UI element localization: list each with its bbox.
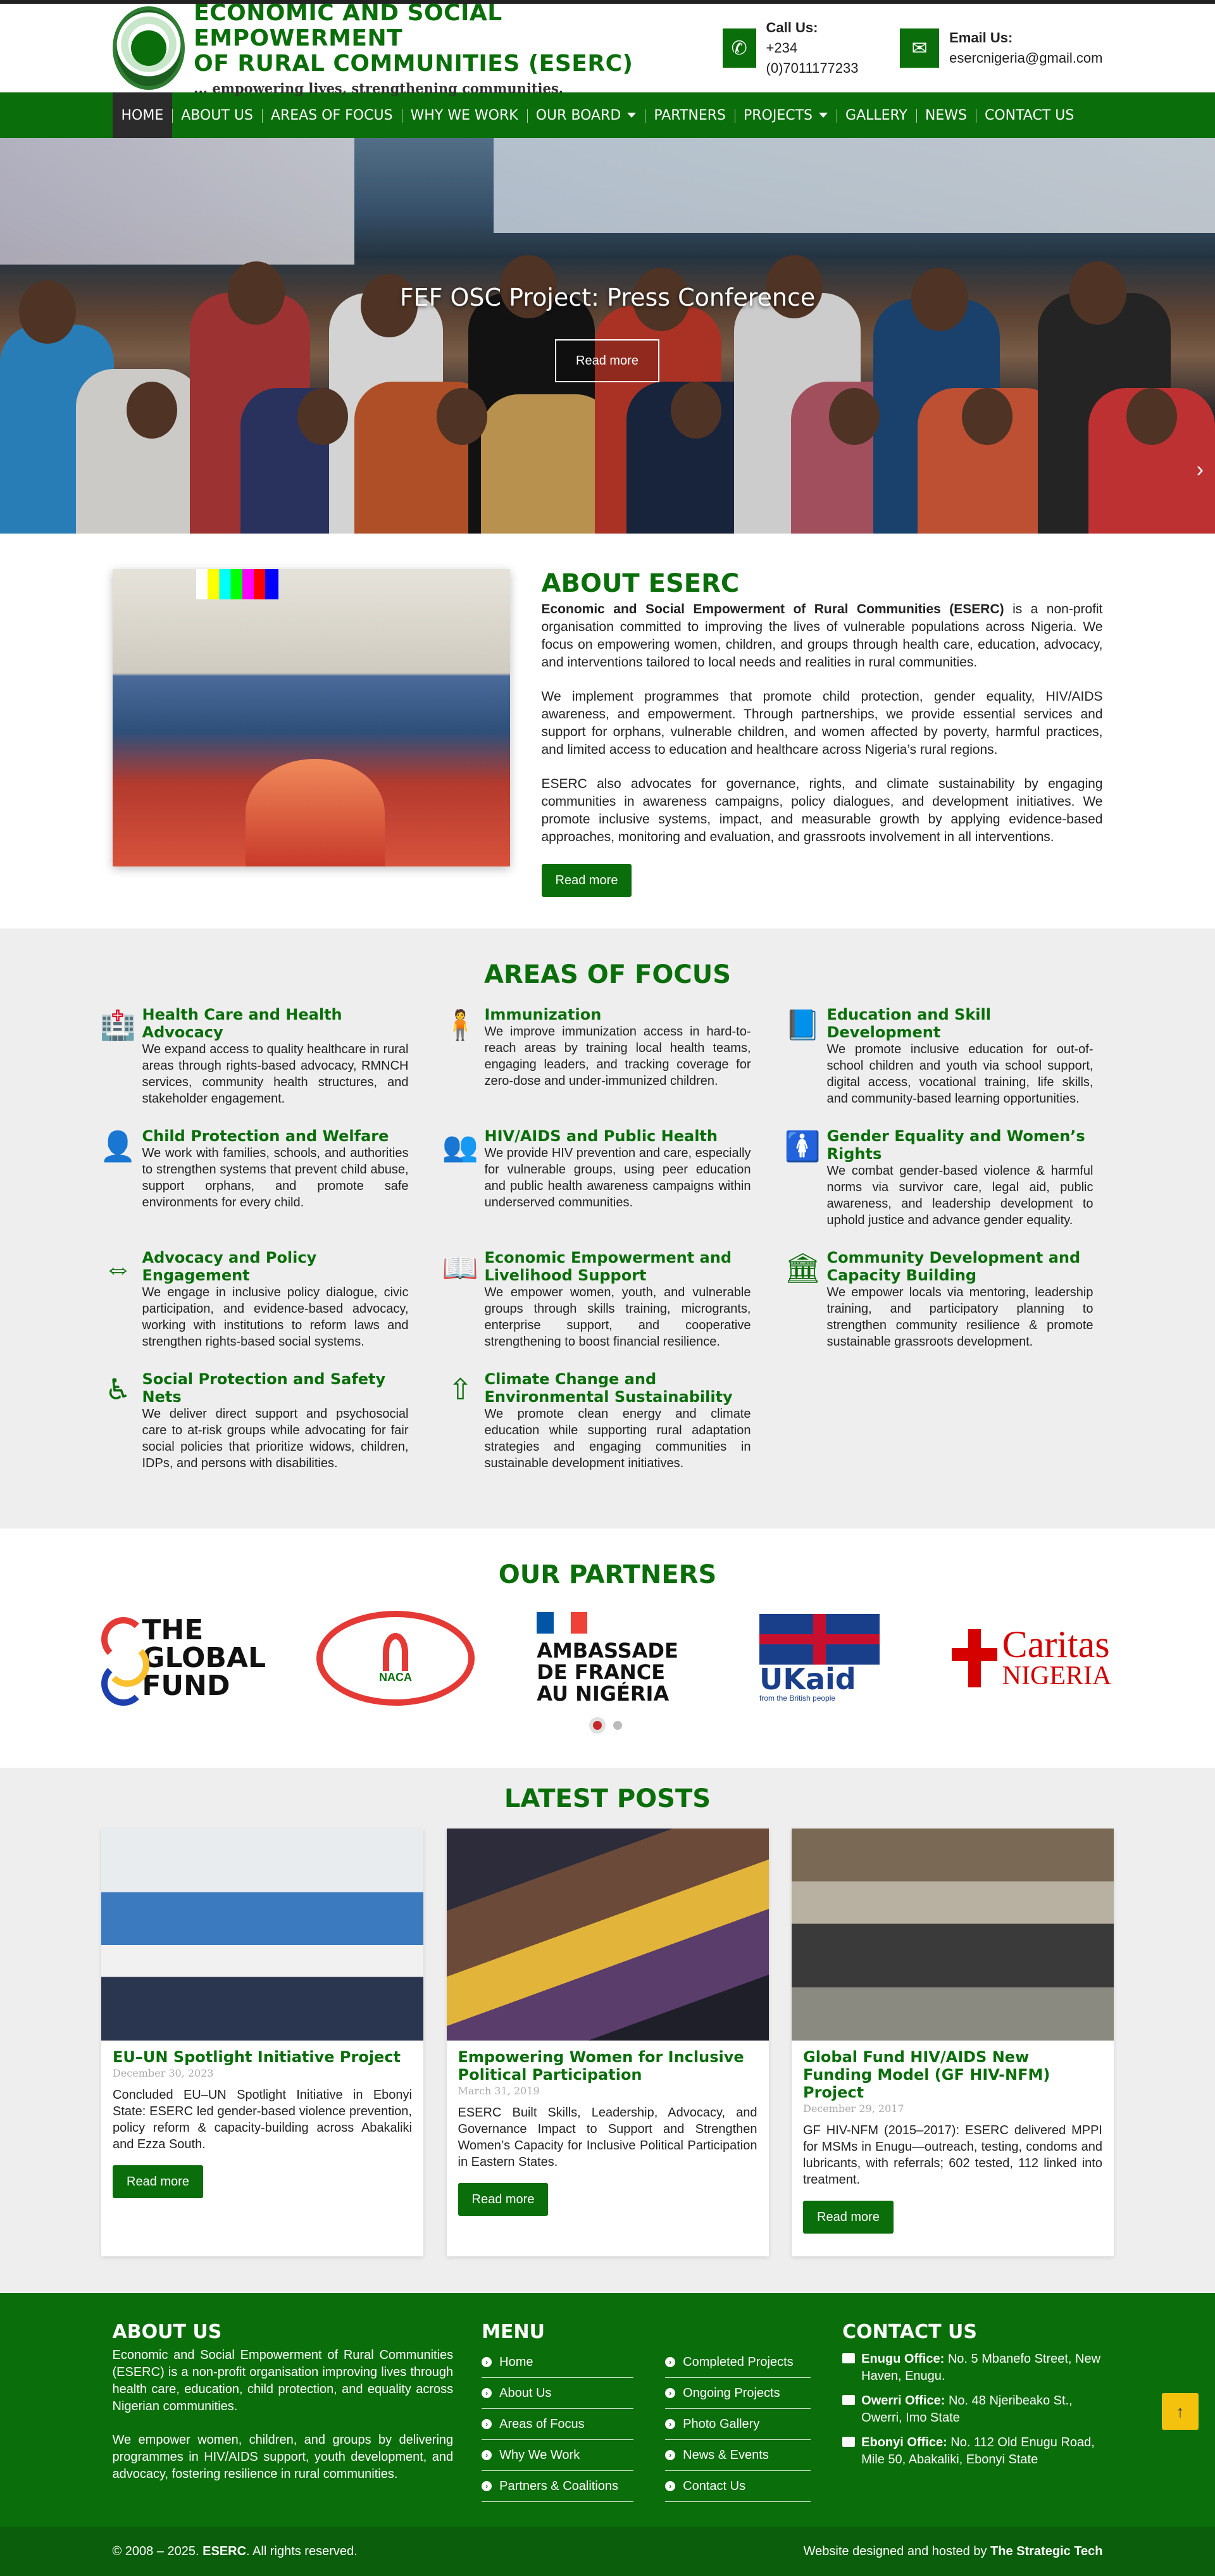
footer-menu-label: Home bbox=[499, 2355, 533, 2370]
area-item bbox=[437, 1127, 779, 1229]
nav-areas-of-focus[interactable]: AREAS OF FOCUS bbox=[262, 92, 402, 138]
email-box bbox=[900, 28, 1102, 68]
color-bars bbox=[196, 569, 278, 599]
area-title: Child Protection and Welfare bbox=[142, 1127, 409, 1145]
chevron-circle-right-icon: › bbox=[665, 2357, 675, 2367]
area-item bbox=[94, 1249, 437, 1350]
email-label: Email Us: bbox=[949, 28, 1102, 48]
post-title[interactable]: Empowering Women for Inclusive Political Participation bbox=[458, 2048, 757, 2084]
post-date: December 29, 2017 bbox=[803, 2103, 1102, 2115]
ukaid-sub: from the British people bbox=[759, 1694, 880, 1703]
caritas-sub: NIGERIA bbox=[1002, 1662, 1112, 1690]
nav-news[interactable]: NEWS bbox=[916, 92, 976, 138]
footer-menu bbox=[482, 2347, 811, 2502]
area-item bbox=[94, 1370, 437, 1472]
people-arrows-icon: ⇔ bbox=[94, 1249, 142, 1289]
area-title: HIV/AIDS and Public Health bbox=[485, 1127, 751, 1145]
about-paragraph-3: ESERC also advocates for governance, rights, and climate sustainability by engaging communities in awareness campaigns, policy dialogues, and development initiatives. We promote inclusive systems, impact, and measurable growth by applying evidence-based approaches, monitoring and evaluation, and grassroots involvement in all interventions. bbox=[542, 775, 1103, 846]
call-value[interactable]: +234 (0)7011177233 bbox=[766, 40, 859, 76]
office-text: No. 112 Old Enugu Road, Mile 50, Abakaliki, Ebonyi State bbox=[861, 2435, 1095, 2467]
area-item bbox=[437, 1006, 779, 1107]
area-text: We empower locals via mentoring, leadership training, and participatory planning to strengthen community resilience & promote sustainable grassroots development. bbox=[827, 1284, 1094, 1350]
copyright bbox=[113, 2544, 358, 2559]
office-text: No. 48 Njeribeako St., Owerri, Imo State bbox=[861, 2394, 1072, 2425]
footer-menu-link[interactable] bbox=[482, 2409, 633, 2440]
sort-amount-up-icon: ⇧ bbox=[437, 1370, 485, 1411]
partners-title: OUR PARTNERS bbox=[0, 1560, 1215, 1589]
naca-logo bbox=[316, 1611, 475, 1706]
post-read-more-button[interactable]: Read more bbox=[458, 2183, 549, 2216]
address-card-icon bbox=[842, 2437, 856, 2468]
copyright-pre: © 2008 – 2025. bbox=[113, 2544, 199, 2558]
footer-menu-label: News & Events bbox=[683, 2448, 769, 2463]
landmark-icon: 🏛 bbox=[779, 1249, 827, 1289]
caret-down-icon bbox=[627, 113, 636, 118]
address-card-icon bbox=[842, 2353, 856, 2385]
copyright-post: . All rights reserved. bbox=[246, 2544, 358, 2558]
footer-menu-label: Completed Projects bbox=[683, 2355, 794, 2370]
post-read-more-button[interactable]: Read more bbox=[803, 2201, 894, 2234]
footer-menu-label: Photo Gallery bbox=[683, 2417, 759, 2432]
area-item bbox=[779, 1127, 1121, 1229]
hero-read-more-button[interactable]: Read more bbox=[555, 339, 659, 382]
chevron-circle-right-icon: › bbox=[482, 2419, 492, 2429]
site-tagline: ... empowering lives, strengthening communities. bbox=[194, 80, 644, 96]
partner-caritas[interactable] bbox=[949, 1608, 1114, 1709]
area-title: Health Care and Health Advocacy bbox=[142, 1006, 409, 1041]
hospital-icon: 🏥 bbox=[94, 1006, 142, 1046]
global-fund-logo-icon bbox=[101, 1611, 138, 1706]
site-header bbox=[0, 4, 1215, 92]
area-text: We provide HIV prevention and care, especially for vulnerable groups, using peer education and public health awareness campaigns within underserved communities. bbox=[485, 1145, 751, 1211]
chevron-circle-right-icon: › bbox=[482, 2481, 492, 2491]
footer-menu-label: Partners & Coalitions bbox=[499, 2479, 618, 2494]
area-text: We work with families, schools, and authorities to strengthen systems that prevent child abuse, support orphans, and promote safe environments for every child. bbox=[142, 1145, 409, 1211]
about-title: ABOUT ESERC bbox=[542, 569, 1103, 598]
about-paragraph-1 bbox=[542, 601, 1103, 672]
site-title-line1: ECONOMIC AND SOCIAL EMPOWERMENT bbox=[194, 1, 644, 51]
footer-menu-label: Contact Us bbox=[683, 2479, 745, 2494]
about-paragraph-2: We implement programmes that promote child protection, gender equality, HIV/AIDS awareness, and empowerment. Through partnerships, we provide essential services and support for orphans, vulnerable children, and women affected by poverty, harmful practices, and limited access to education and healthcare across Nigeria’s rural regions. bbox=[542, 688, 1103, 759]
partner-global-fund[interactable] bbox=[101, 1608, 266, 1709]
users-icon: 👥 bbox=[437, 1127, 485, 1168]
partners-section bbox=[0, 1529, 1215, 1768]
area-text: We empower women, youth, and vulnerable groups through skills training, microgrants, enterprise support, and cooperative strengthening to boost financial resilience. bbox=[485, 1284, 751, 1350]
chevron-circle-right-icon: › bbox=[665, 2419, 675, 2429]
nav-projects-label: PROJECTS bbox=[744, 108, 813, 123]
female-icon: 🚺 bbox=[779, 1127, 827, 1168]
office-label: Owerri Office: bbox=[861, 2394, 945, 2408]
areas-section bbox=[0, 928, 1215, 1529]
footer-menu-label: Ongoing Projects bbox=[683, 2386, 780, 2401]
global-fund-line3: FUND bbox=[142, 1672, 266, 1700]
chevron-right-icon[interactable]: › bbox=[1197, 458, 1204, 482]
carousel-dots bbox=[0, 1721, 1215, 1730]
chevron-circle-right-icon: › bbox=[665, 2450, 675, 2460]
post-read-more-button[interactable]: Read more bbox=[113, 2165, 203, 2198]
footer-menu-link[interactable] bbox=[665, 2347, 811, 2378]
hero-caption: FEF OSC Project: Press Conference bbox=[0, 284, 1215, 311]
ukaid-word: UKaid bbox=[759, 1665, 880, 1694]
post-photo[interactable] bbox=[447, 1829, 769, 2041]
area-title: Climate Change and Environmental Sustainability bbox=[485, 1370, 751, 1406]
site-footer bbox=[0, 2293, 1215, 2527]
cake-table bbox=[246, 759, 385, 866]
nav-gallery[interactable]: GALLERY bbox=[837, 92, 916, 138]
about-section bbox=[0, 534, 1215, 928]
area-text: We promote inclusive education for out-of-school children and youth via school support, digital access, vocational training, life skills, and community-based learning opportunities. bbox=[827, 1041, 1094, 1107]
office-address bbox=[842, 2392, 1102, 2427]
footer-menu-link[interactable] bbox=[665, 2409, 811, 2440]
footer-menu-label: About Us bbox=[499, 2386, 551, 2401]
area-item bbox=[779, 1249, 1121, 1350]
address-card-icon bbox=[842, 2395, 856, 2427]
chevron-circle-right-icon: › bbox=[665, 2481, 675, 2491]
copyright-brand: ESERC bbox=[202, 2544, 246, 2558]
ribbon-icon bbox=[383, 1633, 408, 1671]
area-text: We engage in inclusive policy dialogue, civic participation, and evidence-based advocacy, working with institutions to reform laws and strengthen rights-based social systems. bbox=[142, 1284, 409, 1350]
credit bbox=[804, 2544, 1103, 2559]
french-flag-icon bbox=[537, 1612, 587, 1634]
nav-partners[interactable]: PARTNERS bbox=[645, 92, 735, 138]
about-read-more-button[interactable]: Read more bbox=[542, 864, 632, 897]
footer-menu-link[interactable] bbox=[482, 2440, 633, 2471]
about-photo bbox=[113, 569, 510, 866]
nav-contact-us[interactable]: CONTACT US bbox=[976, 92, 1083, 138]
area-title: Social Protection and Safety Nets bbox=[142, 1370, 409, 1406]
post-title[interactable]: Global Fund HIV/AIDS New Funding Model (GF HIV-NFM) Project bbox=[803, 2048, 1102, 2101]
chevron-circle-right-icon: › bbox=[482, 2388, 492, 2398]
post-excerpt: GF HIV-NFM (2015–2017): ESERC delivered MPPI for MSMs in Enugu—outreach, testing, condoms and lubricants, with referrals; 602 tested, 112 linked into treatment. bbox=[803, 2122, 1102, 2188]
footer-menu-label: Why We Work bbox=[499, 2448, 580, 2463]
area-item bbox=[94, 1006, 437, 1107]
footer-about-p2: We empower women, children, and groups by delivering programmes in HIV/AIDS support, youth development, and advocacy, fostering resilience in rural communities. bbox=[113, 2432, 454, 2483]
global-fund-line2: GLOBAL bbox=[142, 1644, 266, 1672]
france-line1: AMBASSADE bbox=[537, 1640, 678, 1661]
post-excerpt: ESERC Built Skills, Leadership, Advocacy, and Governance Impact to Support and Strengthen Women’s Capacity for Inclusive Political Participation in Eastern States. bbox=[458, 2104, 757, 2170]
logo[interactable] bbox=[113, 1, 644, 96]
footer-about-p1: Economic and Social Empowerment of Rural Communities (ESERC) is a non-profit organisation improving lives through health care, education, child protection, and equality across Nigerian communities. bbox=[113, 2347, 454, 2415]
book-icon: 📘 bbox=[779, 1006, 827, 1046]
area-title: Community Development and Capacity Building bbox=[827, 1249, 1094, 1284]
area-title: Advocacy and Policy Engagement bbox=[142, 1249, 409, 1284]
footer-about-title: ABOUT US bbox=[113, 2321, 454, 2343]
post-excerpt: Concluded EU–UN Spotlight Initiative in Ebonyi State: ESERC led gender-based violence prevention, policy reform & capacity-building across Abakaliki and Ezza South. bbox=[113, 2087, 412, 2153]
universal-access-icon: ♿ bbox=[94, 1370, 142, 1411]
footer-menu-link[interactable] bbox=[665, 2378, 811, 2409]
about-lead-bold: Economic and Social Empowerment of Rural Communities (ESERC) bbox=[542, 602, 1004, 616]
footer-menu-link[interactable] bbox=[665, 2440, 811, 2471]
email-value[interactable]: esercnigeria@gmail.com bbox=[949, 50, 1102, 66]
back-to-top-arrow-icon[interactable]: ↑ bbox=[1162, 2393, 1199, 2430]
area-text: We improve immunization access in hard-to-reach areas by training local health teams, engaging leaders, and tracking coverage for zero-dose and under-immunized children. bbox=[485, 1023, 751, 1089]
area-item bbox=[94, 1127, 437, 1229]
footer-contact-title: CONTACT US bbox=[842, 2321, 1102, 2343]
post-card bbox=[101, 1829, 423, 2256]
area-text: We expand access to quality healthcare in rural areas through rights-based advocacy, RMNCH services, community health structures, and stakeholder engagement. bbox=[142, 1041, 409, 1107]
area-item bbox=[437, 1370, 779, 1472]
office-address bbox=[842, 2351, 1102, 2385]
post-photo[interactable] bbox=[101, 1829, 423, 2041]
area-text: We combat gender-based violence & harmful norms via survivor care, legal aid, public awareness, and leadership development to uphold justice and advance gender equality. bbox=[827, 1163, 1094, 1229]
call-box bbox=[723, 18, 875, 78]
partner-naca[interactable] bbox=[313, 1608, 478, 1709]
footer-menu-link[interactable] bbox=[665, 2471, 811, 2502]
partner-carousel bbox=[101, 1604, 1114, 1712]
office-text: No. 5 Mbanefo Street, New Haven, Enugu. bbox=[861, 2352, 1100, 2383]
bottom-bar bbox=[0, 2527, 1215, 2576]
call-label: Call Us: bbox=[766, 18, 875, 38]
envelope-icon: ✉ bbox=[900, 28, 939, 68]
office-label: Enugu Office: bbox=[861, 2352, 944, 2366]
area-item bbox=[437, 1249, 779, 1350]
union-flag-icon bbox=[759, 1614, 880, 1665]
chevron-circle-right-icon: › bbox=[482, 2357, 492, 2367]
post-card bbox=[447, 1829, 769, 2256]
nav-home[interactable]: HOME bbox=[113, 92, 173, 138]
post-card bbox=[792, 1829, 1114, 2256]
chevron-circle-right-icon: › bbox=[482, 2450, 492, 2460]
footer-menu-title: MENU bbox=[482, 2321, 811, 2343]
footer-menu-link[interactable] bbox=[482, 2347, 633, 2378]
credit-pre: Website designed and hosted by bbox=[804, 2544, 987, 2558]
carousel-dot-2[interactable] bbox=[613, 1721, 622, 1730]
office-address bbox=[842, 2434, 1102, 2468]
site-title-line2: OF RURAL COMMUNITIES (ESERC) bbox=[194, 51, 644, 77]
footer-menu-link[interactable] bbox=[482, 2378, 633, 2409]
hero-slider bbox=[0, 138, 1215, 534]
nav-about-us[interactable]: ABOUT US bbox=[172, 92, 262, 138]
areas-title: AREAS OF FOCUS bbox=[0, 960, 1215, 989]
global-fund-line1: THE bbox=[142, 1616, 266, 1644]
area-text: We deliver direct support and psychosocial care to at-risk groups while advocating for fair social policies that prioritize widows, children, IDPs, and persons with disabilities. bbox=[142, 1406, 409, 1472]
caritas-word: Caritas bbox=[1002, 1623, 1110, 1665]
about-lead-rest: is a non-profit organisation committed to improving the lives of vulnerable populations across Nigeria. We focus on empowering women, children, and groups through health care, education, advocacy, and interventions tailored to local needs and realities in rural communities. bbox=[542, 602, 1103, 670]
chevron-circle-right-icon: › bbox=[665, 2388, 675, 2398]
user-icon: 👤 bbox=[94, 1127, 142, 1168]
post-title[interactable]: EU–UN Spotlight Initiative Project bbox=[113, 2048, 412, 2066]
child-icon: 🧍 bbox=[437, 1006, 485, 1046]
area-text: We promote clean energy and climate education while supporting rural adaptation strategies and engaging communities in sustainable development initiatives. bbox=[485, 1406, 751, 1472]
france-line3: AU NIGÉRIA bbox=[537, 1683, 678, 1704]
area-title: Gender Equality and Women’s Rights bbox=[827, 1127, 1094, 1163]
areas-grid bbox=[94, 1006, 1121, 1492]
area-title: Economic Empowerment and Livelihood Support bbox=[485, 1249, 751, 1284]
post-photo[interactable] bbox=[792, 1829, 1114, 2041]
nav-projects[interactable] bbox=[735, 92, 837, 138]
nav-our-board[interactable] bbox=[527, 92, 645, 138]
logo-seal-icon bbox=[113, 6, 185, 90]
area-item bbox=[779, 1006, 1121, 1107]
caritas-cross-icon bbox=[952, 1629, 997, 1687]
office-label: Ebonyi Office: bbox=[861, 2435, 947, 2449]
footer-menu-link[interactable] bbox=[482, 2471, 633, 2502]
caret-down-icon bbox=[819, 113, 828, 118]
naca-label: NACA bbox=[379, 1671, 412, 1684]
france-line2: DE FRANCE bbox=[537, 1661, 678, 1683]
area-title: Immunization bbox=[485, 1006, 751, 1023]
post-date: December 30, 2023 bbox=[113, 2067, 412, 2079]
posts-section bbox=[0, 1768, 1215, 2293]
nav-why-we-work[interactable]: WHY WE WORK bbox=[402, 92, 527, 138]
partner-ukaid[interactable] bbox=[737, 1608, 902, 1709]
area-title: Education and Skill Development bbox=[827, 1006, 1094, 1041]
open-book-icon: 📖 bbox=[437, 1249, 485, 1289]
main-nav bbox=[0, 92, 1215, 138]
post-date: March 31, 2019 bbox=[458, 2085, 757, 2097]
nav-our-board-label: OUR BOARD bbox=[536, 108, 621, 123]
posts-title: LATEST POSTS bbox=[0, 1784, 1215, 1813]
footer-menu-label: Areas of Focus bbox=[499, 2417, 585, 2432]
hero-overlay bbox=[0, 138, 1215, 534]
partner-france-embassy[interactable] bbox=[525, 1608, 690, 1709]
credit-link[interactable]: The Strategic Tech bbox=[990, 2544, 1102, 2558]
carousel-dot-1[interactable] bbox=[593, 1721, 602, 1730]
phone-icon: ✆ bbox=[723, 28, 756, 68]
